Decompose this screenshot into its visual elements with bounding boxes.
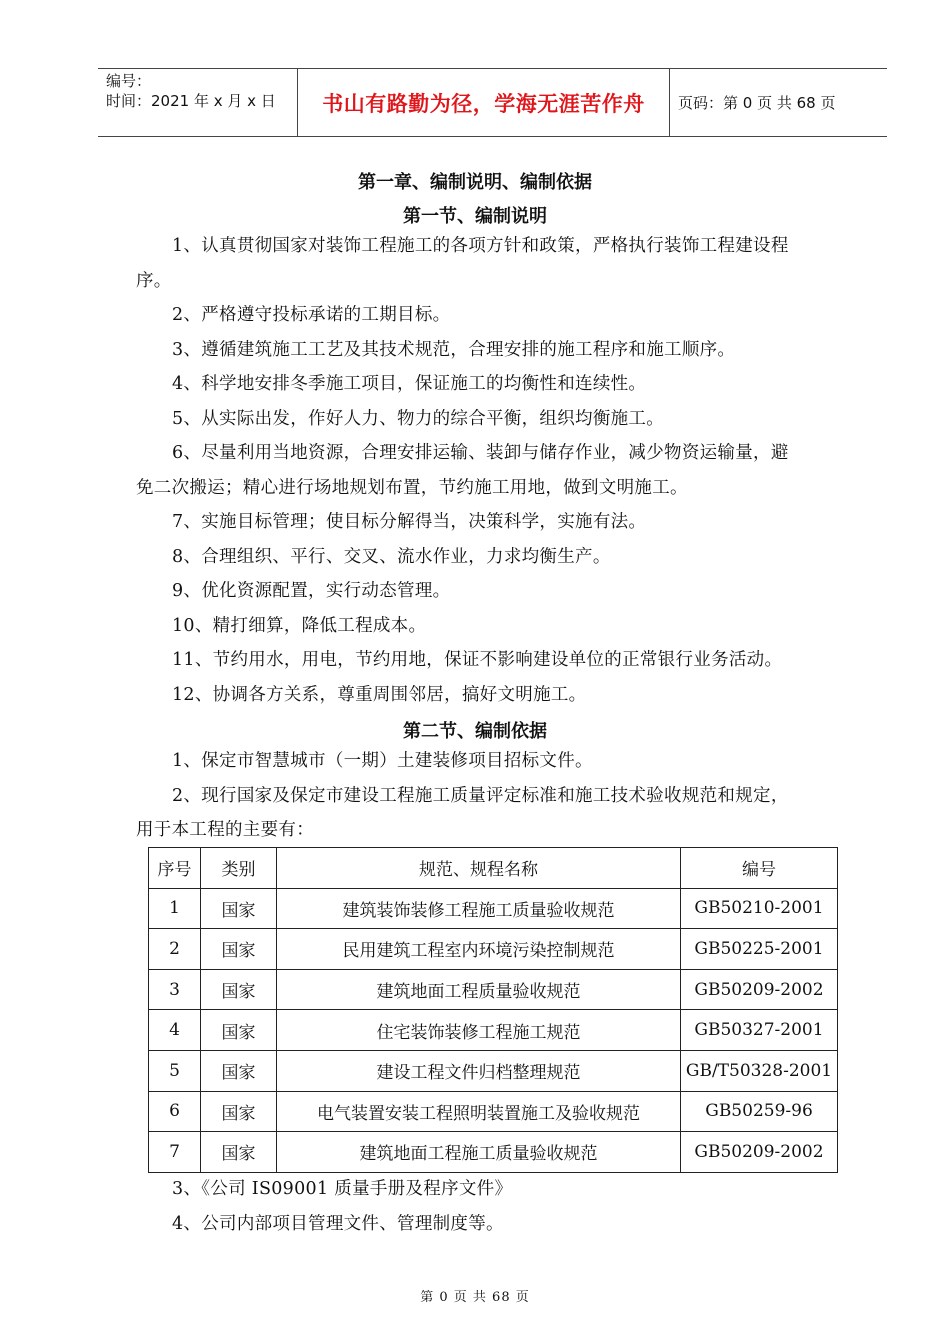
cell-name: 住宅装饰装修工程施工规范 — [277, 1010, 681, 1051]
cell-code: GB50209-2002 — [681, 1132, 838, 1173]
table-row — [149, 969, 838, 1010]
cell-name: 建筑地面工程施工质量验收规范 — [277, 1132, 681, 1173]
cell-category: 国家 — [201, 969, 277, 1010]
cell-code: GB50225-2001 — [681, 929, 838, 970]
section2-list — [136, 744, 850, 848]
cell-code: GB50259-96 — [681, 1091, 838, 1132]
list-item: 5、从实际出发，作好人力、物力的综合平衡，组织均衡施工。 — [172, 408, 665, 429]
cell-category: 国家 — [201, 888, 277, 929]
table-row — [149, 1091, 838, 1132]
cell-index: 2 — [149, 929, 201, 970]
section1-title: 第一节、编制说明 — [403, 206, 547, 227]
list-item: 1、保定市智慧城市（一期）土建装修项目招标文件。 — [172, 751, 593, 771]
list-item: 免二次搬运；精心进行场地规划布置，节约施工用地，做到文明施工。 — [136, 477, 688, 498]
cell-name: 电气装置安装工程照明装置施工及验收规范 — [277, 1091, 681, 1132]
table-row — [149, 1050, 838, 1091]
cell-name: 建设工程文件归档整理规范 — [277, 1050, 681, 1091]
col-header-name: 规范、规程名称 — [277, 848, 681, 889]
list-item: 1、认真贯彻国家对装饰工程施工的各项方针和政策，严格执行装饰工程建设程 — [172, 236, 789, 256]
list-item: 2、严格遵守投标承诺的工期目标。 — [172, 305, 451, 325]
cell-name: 建筑地面工程质量验收规范 — [277, 969, 681, 1010]
header-motto: 书山有路勤为径，学海无涯苦作舟 — [298, 69, 670, 136]
list-item: 用于本工程的主要有： — [136, 820, 314, 840]
cell-category: 国家 — [201, 1091, 277, 1132]
col-header-code: 编号 — [681, 848, 838, 889]
header-meta — [98, 69, 298, 136]
list-item: 12、协调各方关系，尊重周围邻居，搞好文明施工。 — [172, 684, 587, 705]
number-label: 编号： — [106, 72, 152, 90]
cell-category: 国家 — [201, 1010, 277, 1051]
table-header-row — [149, 848, 838, 889]
list-item: 4、科学地安排冬季施工项目，保证施工的均衡性和连续性。 — [172, 374, 647, 394]
list-item: 2、现行国家及保定市建设工程施工质量评定标准和施工技术验收规范和规定， — [172, 785, 789, 806]
list-item: 3、遵循建筑施工工艺及其技术规范，合理安排的施工程序和施工顺序。 — [172, 339, 736, 360]
cell-index: 5 — [149, 1050, 201, 1091]
section1-list — [136, 229, 850, 712]
table-row — [149, 888, 838, 929]
col-header-category: 类别 — [201, 848, 277, 889]
list-item: 11、节约用水，用电，节约用地，保证不影响建设单位的正常银行业务活动。 — [172, 650, 783, 670]
list-item: 3、《公司 IS09001 质量手册及程序文件》 — [172, 1179, 513, 1199]
standards-table — [148, 847, 838, 1173]
cell-code: GB50327-2001 — [681, 1010, 838, 1051]
list-item: 8、合理组织、平行、交叉、流水作业，力求均衡生产。 — [172, 546, 611, 567]
list-item: 10、精打细算，降低工程成本。 — [172, 615, 427, 636]
chapter-title: 第一章、编制说明、编制依据 — [358, 172, 592, 193]
list-item: 7、实施目标管理；使目标分解得当，决策科学，实施有法。 — [172, 512, 647, 532]
cell-code: GB50209-2002 — [681, 969, 838, 1010]
cell-index: 7 — [149, 1132, 201, 1173]
table-row — [149, 1010, 838, 1051]
list-item: 9、优化资源配置，实行动态管理。 — [172, 581, 451, 601]
time-label: 时间：2021 年 x 月 x 日 — [106, 92, 276, 110]
cell-code: GB50210-2001 — [681, 888, 838, 929]
cell-index: 1 — [149, 888, 201, 929]
table-row — [149, 929, 838, 970]
table-row — [149, 1132, 838, 1173]
cell-index: 4 — [149, 1010, 201, 1051]
page-footer: 第 0 页 共 68 页 — [420, 1290, 530, 1305]
cell-category: 国家 — [201, 1132, 277, 1173]
cell-index: 6 — [149, 1091, 201, 1132]
cell-code: GB/T50328-2001 — [681, 1050, 838, 1091]
cell-category: 国家 — [201, 929, 277, 970]
cell-name: 建筑装饰装修工程施工质量验收规范 — [277, 888, 681, 929]
page-header — [98, 68, 887, 137]
after-table-list — [136, 1172, 850, 1241]
section2-title: 第二节、编制依据 — [403, 721, 547, 742]
col-header-index: 序号 — [149, 848, 201, 889]
cell-index: 3 — [149, 969, 201, 1010]
list-item: 4、公司内部项目管理文件、管理制度等。 — [172, 1213, 504, 1234]
cell-name: 民用建筑工程室内环境污染控制规范 — [277, 929, 681, 970]
list-item: 序。 — [136, 270, 172, 291]
list-item: 6、尽量利用当地资源，合理安排运输、装卸与储存作业，减少物资运输量，避 — [172, 443, 789, 463]
header-page-info: 页码：第 0 页 共 68 页 — [678, 94, 836, 112]
cell-category: 国家 — [201, 1050, 277, 1091]
